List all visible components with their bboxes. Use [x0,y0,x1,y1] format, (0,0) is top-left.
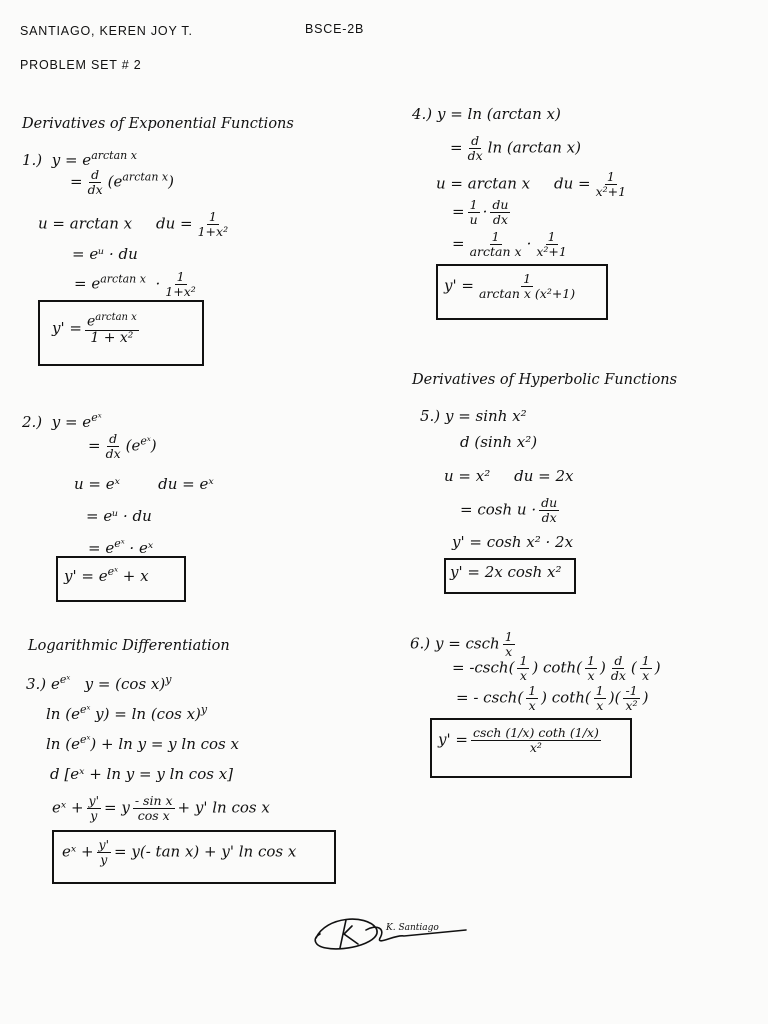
p3-line-2: $\ln (e^{eˣ}$ y) = ln (cos x)$^y$ [46,703,208,723]
p4-line-1: 4.) y = ln (arctan x) [412,105,561,123]
p3-line-5: eˣ + $\frac{y'}{y}$ = y $\frac{\text{- sin x}}{\text{cos x}}$ + y' ln cos x [52,793,270,823]
p6-line-2: = -csch( $\frac{1}{x}$ ) coth( $\frac{1}{x}$ ) $\frac{d}{dx}$ ( $\frac{1}{x}$ ) [452,653,661,683]
p3-line-3: $\ln (e^{eˣ}) + \ln y = y$ ln cos x [46,733,239,753]
p1-line-5: = $e^{arctan x}$ · $\frac{1}{\text{1+x²}}$ [74,269,196,299]
p6-line-1: 6.) y = csch $\frac{1}{x}$ [410,629,513,659]
p4-line-4: = $\frac{1}{u}$ · $\frac{du}{dx}$ [452,197,509,227]
p5-line-2: d (sinh x²) [460,433,538,451]
p2-answer: $y' = e^{eˣ} + x$ [64,565,149,585]
section-heading-exponential: Derivatives of Exponential Functions [22,116,294,132]
p2-line-4: = eᵘ · du [86,507,152,525]
p1-line-1: 1.) $y = e^{arctan x}$ [22,149,137,169]
p2-line-3: u = eˣ du = eˣ [74,475,214,493]
section-label: BSCE-2B [305,22,365,36]
p6-answer: y' = $\frac{\csc h (1/x) \cot h (1/x)}{\text{x²}}$ [438,725,599,755]
problem-set-title: PROBLEM SET # 2 [20,58,142,72]
section-heading-hyperbolic: Derivatives of Hyperbolic Functions [412,372,678,388]
p3-line-1: 3.) $e^{eˣ}$ y = (cos x)$^y$ [26,673,172,693]
p4-answer: y' = $\frac{1}{\text{arctan x (x²+1)}}$ [444,271,576,301]
p4-line-2: = $\frac{d}{dx}$ ln (arctan x) [450,133,581,163]
p2-line-1: 2.) $y = e^{eˣ}$ [22,411,102,431]
p1-answer: y' = $\frac{e^{arctan x}}{\text{1 + x²}}$ [52,312,137,347]
p5-line-1: 5.) y = sinh x² [420,407,527,425]
p5-line-5: y' = cosh x² · 2x [452,533,574,551]
p4-line-5: = $\frac{1}{\text{arctan x}}$ · $\frac{1}{\text{x²+1}}$ [452,229,567,259]
p2-line-2: = $\frac{d}{dx}$ $(e^{eˣ})$ [88,431,157,461]
signature-text: K. Santiago [386,923,439,933]
p5-line-4: = cosh u · $\frac{du}{dx}$ [460,495,558,525]
section-heading-logarithmic: Logarithmic Differentiation [28,638,230,654]
p3-answer: eˣ + $\frac{y'}{y}$ = y(- tan x) + y' ln cos x [62,837,297,867]
p4-line-3: u = arctan x du = $\frac{1}{\text{x²+1}}$ [436,169,627,199]
p1-line-4: = eᵘ · du [72,245,138,263]
p5-answer: y' = 2x cosh x² [450,563,562,581]
p3-line-4: d [eˣ + ln y = y ln cos x] [50,765,234,783]
signature [306,908,476,958]
p1-line-3: u = arctan x du = $\frac{1}{\text{1+x²}}$ [38,209,229,239]
p6-line-3: = - csch( $\frac{1}{x}$ ) coth( $\frac{1}{x}$ )( $\frac{-1}{\text{x²}}$ ) [456,683,649,713]
p5-line-3: u = x² du = 2x [444,467,574,485]
p1-line-2: = $\frac{d}{dx}$ $(e^{arctan x})$ [70,167,174,197]
p2-line-5: = $e^{eˣ}$ · eˣ [88,537,154,557]
student-name: SANTIAGO, KEREN JOY T. [20,24,193,38]
